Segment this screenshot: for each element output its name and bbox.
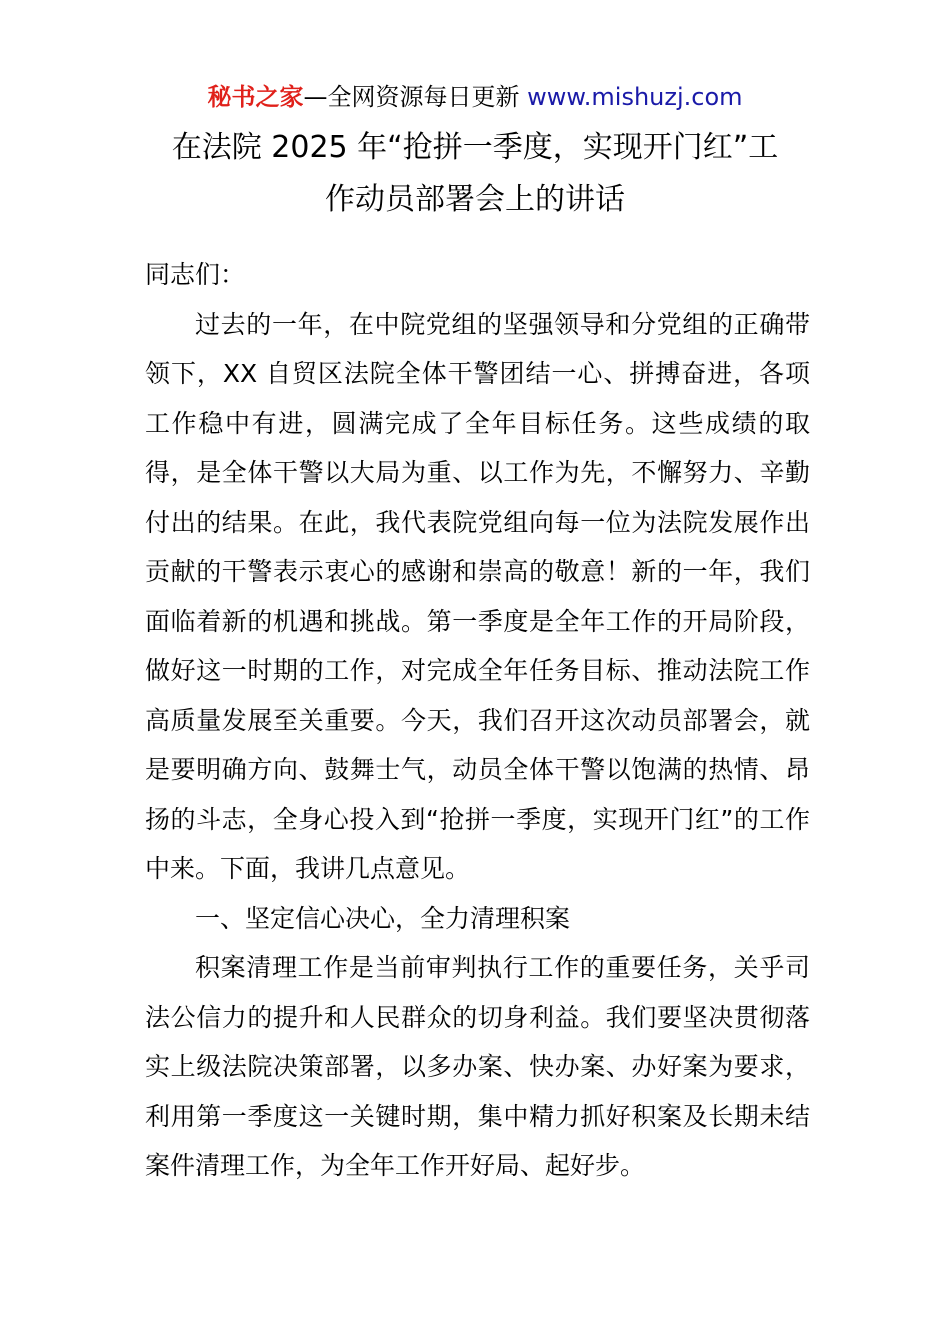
body-paragraph: 积案清理工作是当前审判执行工作的重要任务，关乎司法公信力的提升和人民群众的切身利益。我们要坚决贯彻落实上级法院决策部署，以多办案、快办案、办好案为要求，利用第一季度这一关键时期，集中精力抓好积案及长期未结案件清理工作，为全年工作开好局、起好步。 (145, 953, 810, 1180)
title-line-2: 作动员部署会上的讲话 (325, 182, 625, 217)
section-heading: 一、坚定信心决心，全力清理积案 (195, 903, 571, 933)
title-line-1: 在法院 2025 年“抢拼一季度，实现开门红”工 (171, 130, 779, 165)
site-tagline: —全网资源每日更新 (303, 83, 520, 111)
site-url-link[interactable]: www.mishuzj.com (527, 83, 743, 111)
document-body (145, 250, 810, 1191)
site-header (0, 80, 950, 114)
body-paragraph: 过去的一年，在中院党组的坚强领导和分党组的正确带领下，XX 自贸区法院全体干警团结一心、拼搏奋进，各项工作稳中有进，圆满完成了全年目标任务。这些成绩的取得，是全体干警以大局为重、以工作为先，不懈努力、辛勤付出的结果。在此，我代表院党组向每一位为法院发展作出贡献的干警表示衷心的感谢和崇高的敬意！新的一年，我们面临着新的机遇和挑战。第一季度是全年工作的开局阶段，做好这一时期的工作，对完成全年任务目标、推动法院工作高质量发展至关重要。今天，我们召开这次动员部署会，就是要明确方向、鼓舞士气，动员全体干警以饱满的热情、昂扬的斗志，全身心投入到“抢拼一季度，实现开门红”的工作中来。下面，我讲几点意见。 (145, 309, 810, 883)
site-brand: 秘书之家 (207, 83, 304, 111)
salutation: 同志们： (145, 260, 246, 289)
document-title (140, 122, 810, 226)
